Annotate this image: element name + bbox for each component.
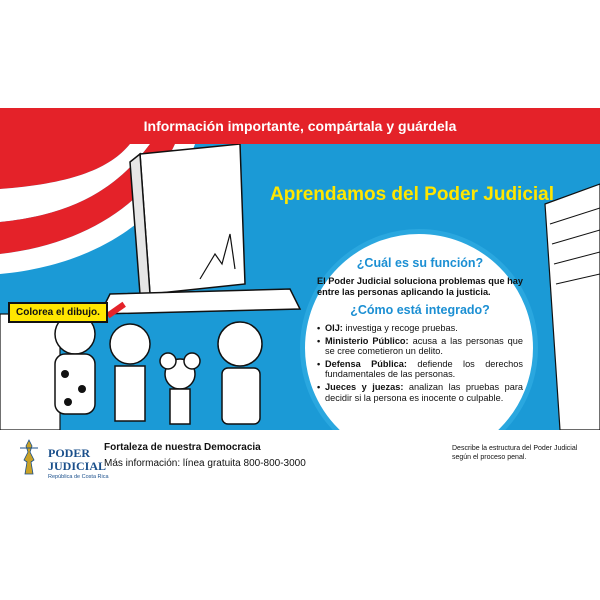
function-question: ¿Cuál es su función? xyxy=(356,256,484,270)
character-girl xyxy=(160,353,200,424)
top-banner xyxy=(0,108,600,144)
justice-statue-icon xyxy=(14,438,44,478)
character-grandmother xyxy=(55,314,95,414)
illustration-area xyxy=(0,144,600,430)
right-building xyxy=(545,184,600,430)
logo-subtitle: República de Costa Rica xyxy=(48,474,109,480)
banner-text: Información importante, compártala y guárdela xyxy=(143,118,457,134)
logo-text-line1: PODER xyxy=(48,446,90,460)
plinth xyxy=(100,289,300,314)
character-woman xyxy=(110,324,150,421)
footer-contact: Más información: línea gratuita 800-800-3000 xyxy=(104,458,306,469)
info-circle xyxy=(300,229,538,430)
structure-list xyxy=(317,323,523,403)
character-man xyxy=(218,322,262,424)
footer-tagline: Fortaleza de nuestra Democracia xyxy=(104,442,261,453)
structure-question: ¿Cómo está integrado? xyxy=(350,303,490,318)
poster xyxy=(0,108,600,490)
judicial-logo xyxy=(14,438,109,482)
footer-note: Describe la estructura del Poder Judicial según el proceso penal. xyxy=(452,445,578,462)
list-item: • Defensa Pública: defiende los derechos fundamentales de las personas. xyxy=(317,359,523,380)
left-building xyxy=(0,314,60,430)
main-headline: Aprendamos del Poder Judicial xyxy=(270,184,555,205)
sculpture-block xyxy=(140,144,245,294)
coloring-label: Colorea el dibujo. xyxy=(8,302,108,323)
footer xyxy=(0,430,600,490)
list-item: • Ministerio Público: acusa a las personas que se cree cometieron un delito. xyxy=(317,336,523,357)
list-item: • Jueces y juezas: analizan las pruebas para decidir si la persona es inocente o culpable. xyxy=(317,382,523,403)
logo-text-line2: JUDICIAL xyxy=(48,459,107,473)
function-text: El Poder Judicial soluciona problemas que hay entre las personas aplicando la justicia. xyxy=(317,276,523,297)
list-item: • OIJ: investiga y recoge pruebas. xyxy=(317,323,523,334)
